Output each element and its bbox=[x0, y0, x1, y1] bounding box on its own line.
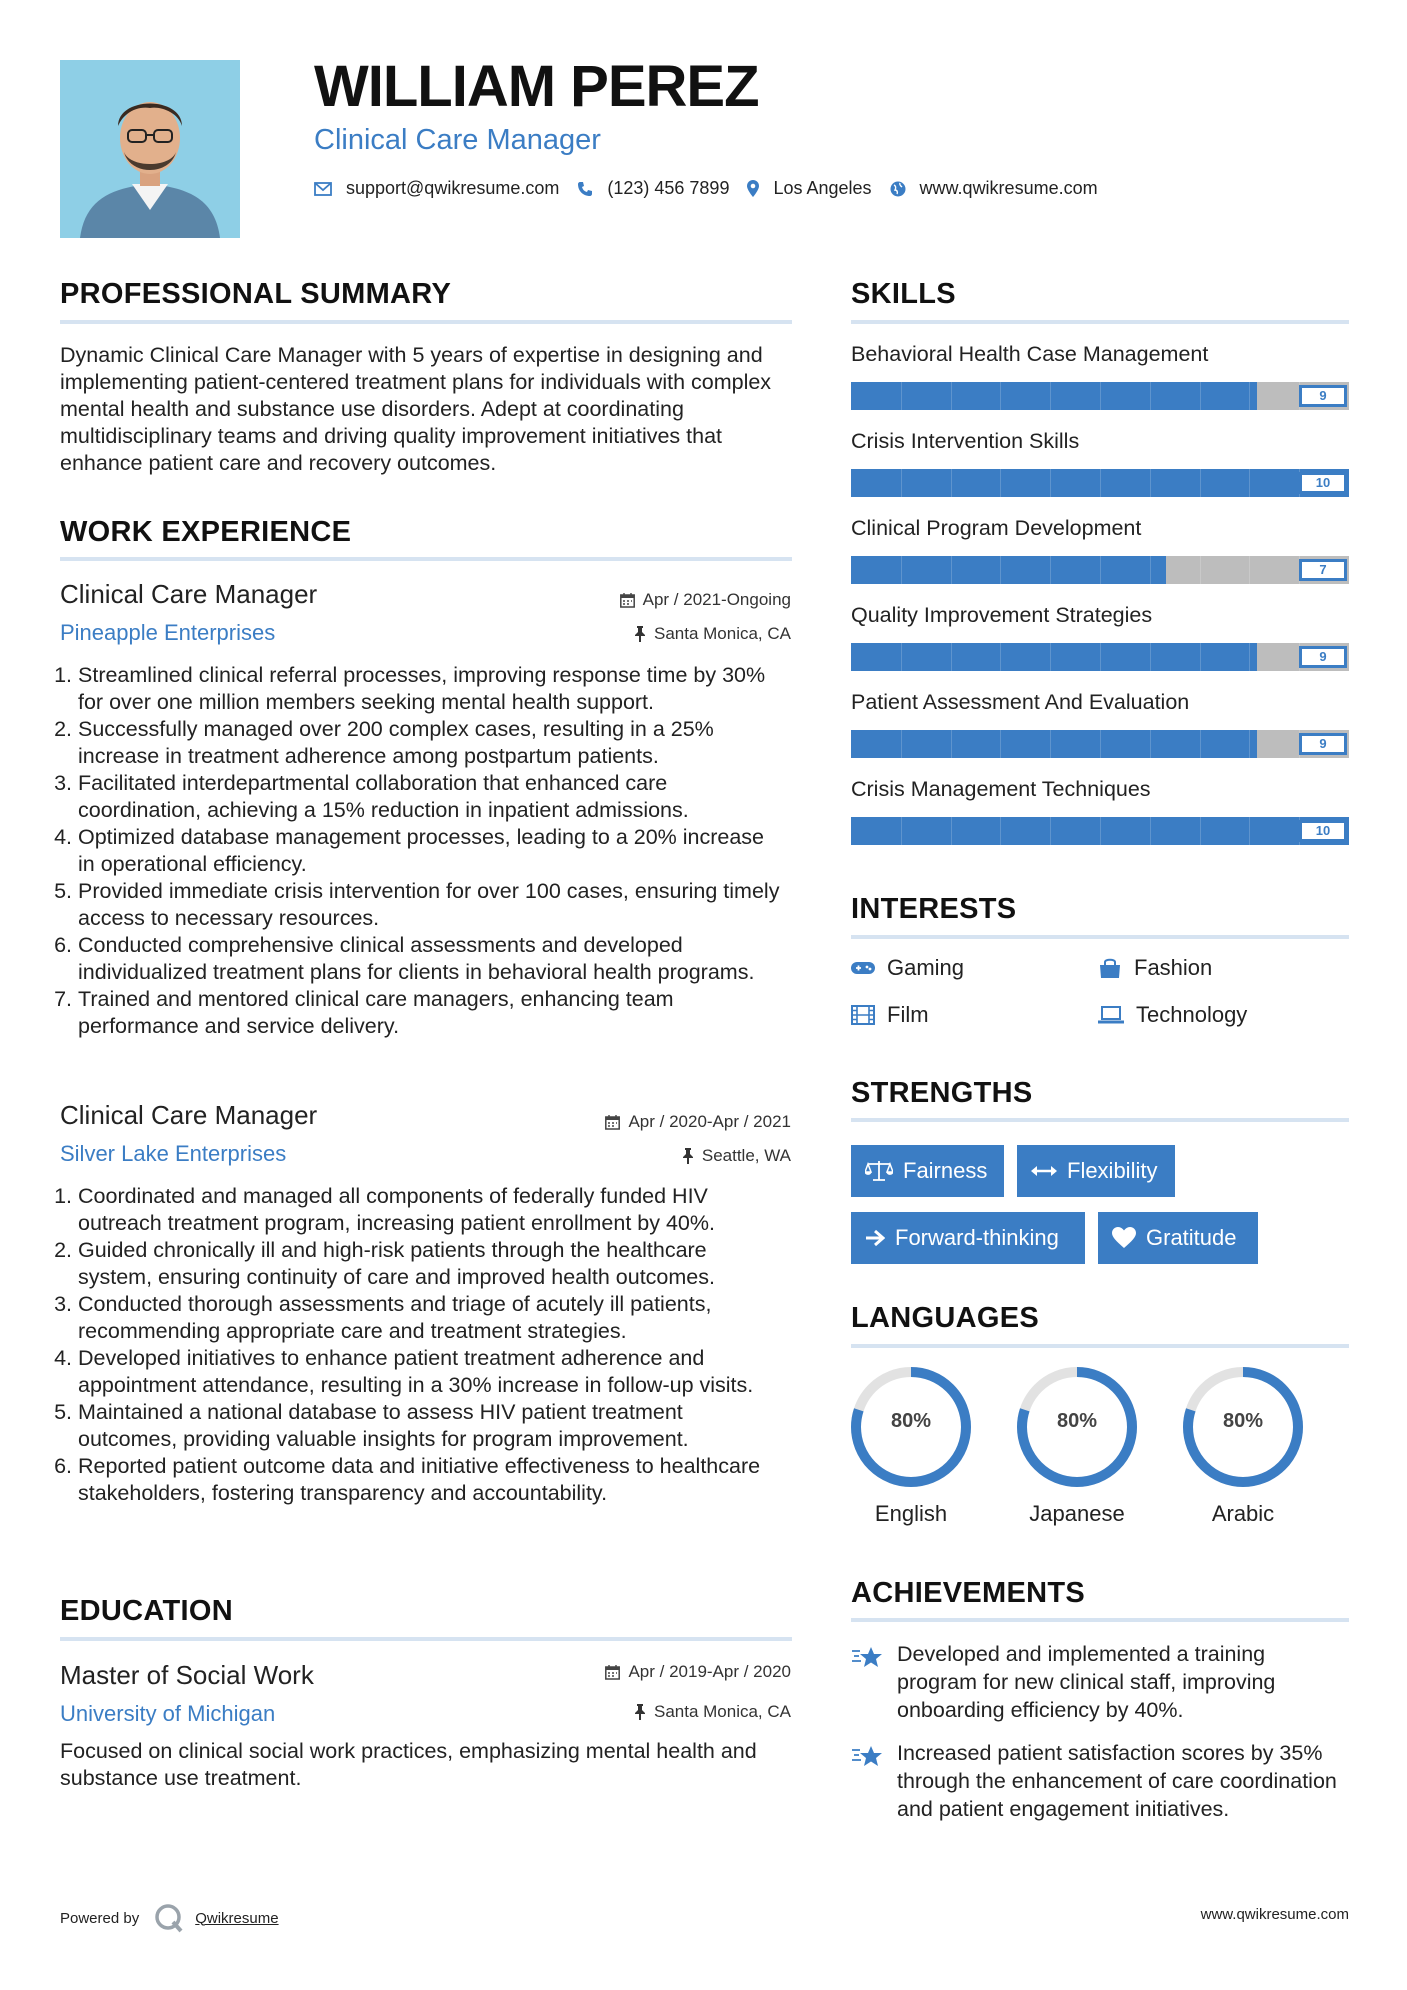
degree-title: Master of Social Work bbox=[60, 1660, 314, 1690]
skill-bar-fill bbox=[851, 643, 1257, 671]
summary-divider bbox=[60, 320, 792, 324]
skill-bar-fill bbox=[851, 730, 1257, 758]
phone-icon bbox=[577, 181, 593, 197]
skill-score: 10 bbox=[1299, 820, 1347, 842]
interests-divider bbox=[851, 935, 1349, 939]
job-dates: Apr / 2021-Ongoing bbox=[620, 590, 791, 610]
skill-bar-fill bbox=[851, 382, 1257, 410]
skill-bar bbox=[851, 382, 1349, 410]
skill-bar-segment bbox=[951, 382, 952, 410]
experience-divider bbox=[60, 557, 792, 561]
skill-label: Patient Assessment And Evaluation bbox=[851, 690, 1190, 714]
skill-bar-segment bbox=[1100, 730, 1101, 758]
school-name: University of Michigan bbox=[60, 1701, 276, 1726]
education-location: Santa Monica, CA bbox=[634, 1702, 791, 1722]
summary-text: Dynamic Clinical Care Manager with 5 years of expertise in designing and implementing patient-centered treatment plans for individuals with complex mental health and substance use disorders. Adept at coordinating multidisciplinary teams and driving quality improvement initiatives that enhance patient care and recovery outcomes. bbox=[60, 343, 772, 475]
skill-bar-segment bbox=[1249, 643, 1250, 671]
education-heading: EDUCATION bbox=[60, 1595, 233, 1627]
list-item: 6. Conducted comprehensive clinical assessments and developed individualized treatment plans for clients in behavioral health programs. bbox=[78, 932, 783, 986]
heart-icon bbox=[1112, 1227, 1136, 1249]
skill-bar-segment bbox=[901, 730, 902, 758]
skill-bar-segment bbox=[1100, 556, 1101, 584]
double-arrow-icon bbox=[1031, 1164, 1057, 1178]
interests-heading: INTERESTS bbox=[851, 893, 1017, 925]
balance-scale-icon bbox=[865, 1160, 893, 1182]
skill-bar-segment bbox=[1249, 817, 1250, 845]
list-item: 3. Conducted thorough assessments and triage of acutely ill patients, recommending appropriate care and treatment strategies. bbox=[78, 1291, 783, 1345]
job-bullets bbox=[58, 1183, 783, 1507]
list-item: 1. Streamlined clinical referral processes, improving response time by 30% for over one million members seeking mental health support. bbox=[78, 662, 783, 716]
strengths-divider bbox=[851, 1118, 1349, 1122]
skill-bar-segment bbox=[951, 556, 952, 584]
pushpin-icon bbox=[634, 1704, 646, 1720]
strengths-heading: STRENGTHS bbox=[851, 1077, 1033, 1109]
skill-bar-segment bbox=[901, 643, 902, 671]
achievement-item: Developed and implemented a training program for new clinical staff, improving onboarding efficiency by 40%. bbox=[851, 1640, 1349, 1724]
footer-powered-by: Powered by Qwikresume bbox=[60, 1902, 279, 1934]
skill-bar-segment bbox=[1050, 469, 1051, 497]
languages-heading: LANGUAGES bbox=[851, 1302, 1039, 1334]
skill-bar-segment bbox=[901, 382, 902, 410]
skill-bar-segment bbox=[1200, 643, 1201, 671]
skill-bar-segment bbox=[1150, 643, 1151, 671]
film-icon bbox=[851, 1005, 875, 1025]
list-item: 4. Optimized database management processes, leading to a 20% increase in operational efficiency. bbox=[78, 824, 783, 878]
experience-heading: WORK EXPERIENCE bbox=[60, 516, 352, 548]
calendar-icon bbox=[605, 1115, 620, 1130]
list-item: 3. Facilitated interdepartmental collaboration that enhanced care coordination, achieving a 15% reduction in inpatient admissions. bbox=[78, 770, 783, 824]
skill-bar-segment bbox=[1050, 817, 1051, 845]
location-text: Los Angeles bbox=[773, 178, 872, 198]
skill-bar-segment bbox=[951, 817, 952, 845]
list-item: 6. Reported patient outcome data and initiative effectiveness to healthcare stakeholders, fostering transparency and accountability. bbox=[78, 1453, 783, 1507]
skill-bar-segment bbox=[951, 469, 952, 497]
candidate-title: Clinical Care Manager bbox=[314, 124, 601, 156]
skill-bar-segment bbox=[1200, 556, 1201, 584]
shooting-star-icon bbox=[851, 1742, 885, 1770]
language-name: Japanese bbox=[1029, 1501, 1125, 1526]
job-location: Santa Monica, CA bbox=[634, 624, 791, 644]
language-percent: 80% bbox=[1056, 1410, 1098, 1432]
skill-score: 10 bbox=[1299, 472, 1347, 494]
candidate-name: WILLIAM PEREZ bbox=[314, 54, 759, 119]
job-location: Seattle, WA bbox=[682, 1146, 791, 1166]
pushpin-icon bbox=[682, 1148, 694, 1164]
skill-bar-segment bbox=[1000, 817, 1001, 845]
language-item bbox=[849, 1365, 973, 1526]
skill-bar-segment bbox=[1100, 817, 1101, 845]
job-title: Clinical Care Manager bbox=[60, 1100, 318, 1130]
contact-email[interactable] bbox=[314, 178, 559, 199]
interest-item: Fashion bbox=[1098, 955, 1212, 981]
list-item: 4. Developed initiatives to enhance patient treatment adherence and appointment attendance, resulting in a 30% increase in follow-up visits. bbox=[78, 1345, 783, 1399]
phone-text: (123) 456 7899 bbox=[607, 178, 730, 198]
skill-bar-segment bbox=[1000, 730, 1001, 758]
pushpin-icon bbox=[634, 626, 646, 642]
skill-bar-segment bbox=[1150, 382, 1151, 410]
job-company: Pineapple Enterprises bbox=[60, 620, 276, 645]
education-divider bbox=[60, 1637, 792, 1641]
shooting-star-icon bbox=[851, 1643, 885, 1671]
skill-bar-segment bbox=[1150, 817, 1151, 845]
summary-heading: PROFESSIONAL SUMMARY bbox=[60, 278, 452, 310]
achievement-item: Increased patient satisfaction scores by 35% through the enhancement of care coordination and patient engagement initiatives. bbox=[851, 1739, 1349, 1823]
skill-bar-segment bbox=[1150, 730, 1151, 758]
education-dates: Apr / 2019-Apr / 2020 bbox=[605, 1662, 791, 1682]
language-item bbox=[1181, 1365, 1305, 1526]
laptop-icon bbox=[1098, 1006, 1124, 1024]
achievements-divider bbox=[851, 1618, 1349, 1622]
achievements-heading: ACHIEVEMENTS bbox=[851, 1577, 1086, 1609]
skill-bar-segment bbox=[1050, 382, 1051, 410]
skill-bar-segment bbox=[1249, 730, 1250, 758]
list-item: 2. Guided chronically ill and high-risk patients through the healthcare system, ensuring continuity of care and improved health outcomes. bbox=[78, 1237, 783, 1291]
skill-score: 9 bbox=[1299, 385, 1347, 407]
arrow-right-icon bbox=[865, 1229, 885, 1247]
skill-bar-segment bbox=[1249, 556, 1250, 584]
skill-bar-segment bbox=[1249, 382, 1250, 410]
map-pin-icon bbox=[747, 180, 759, 197]
skills-heading: SKILLS bbox=[851, 278, 956, 310]
strength-badge: Flexibility bbox=[1017, 1145, 1175, 1197]
skill-label: Quality Improvement Strategies bbox=[851, 603, 1153, 627]
job-dates: Apr / 2020-Apr / 2021 bbox=[605, 1112, 791, 1132]
gamepad-icon bbox=[851, 961, 875, 975]
skill-bar-segment bbox=[951, 643, 952, 671]
calendar-icon bbox=[605, 1665, 620, 1680]
skill-score: 9 bbox=[1299, 646, 1347, 668]
skill-bar-segment bbox=[1100, 643, 1101, 671]
interest-item: Film bbox=[851, 1002, 929, 1028]
skill-score: 7 bbox=[1299, 559, 1347, 581]
skill-bar-segment bbox=[1200, 817, 1201, 845]
envelope-icon bbox=[314, 182, 332, 196]
list-item: 7. Trained and mentored clinical care managers, enhancing team performance and service delivery. bbox=[78, 986, 783, 1040]
skill-bar-segment bbox=[951, 730, 952, 758]
list-item: 2. Successfully managed over 200 complex cases, resulting in a 25% increase in treatment adherence among postpartum patients. bbox=[78, 716, 783, 770]
skill-bar-segment bbox=[1100, 382, 1101, 410]
skill-bar bbox=[851, 469, 1349, 497]
skill-label: Crisis Intervention Skills bbox=[851, 429, 1080, 453]
email-text: support@qwikresume.com bbox=[346, 178, 560, 198]
skill-bar-segment bbox=[1050, 730, 1051, 758]
skill-bar-segment bbox=[901, 817, 902, 845]
skill-bar-segment bbox=[1000, 382, 1001, 410]
language-percent: 80% bbox=[1222, 1410, 1264, 1432]
skill-bar-segment bbox=[1000, 556, 1001, 584]
language-percent: 80% bbox=[890, 1410, 932, 1432]
contact-website[interactable] bbox=[890, 178, 1098, 199]
skill-bar-segment bbox=[1249, 469, 1250, 497]
skill-bar-segment bbox=[1100, 469, 1101, 497]
skill-bar-segment bbox=[1200, 469, 1201, 497]
skill-bar bbox=[851, 817, 1349, 845]
list-item: 5. Provided immediate crisis intervention for over 100 cases, ensuring timely access to necessary resources. bbox=[78, 878, 783, 932]
qwikresume-link[interactable]: Qwikresume bbox=[195, 1909, 279, 1927]
skill-bar-segment bbox=[1200, 382, 1201, 410]
skill-bar-segment bbox=[901, 469, 902, 497]
qwikresume-logo-icon bbox=[153, 1902, 185, 1934]
list-item: 5. Maintained a national database to assess HIV patient treatment outcomes, providing valuable insights for program improvement. bbox=[78, 1399, 783, 1453]
language-name: Arabic bbox=[1211, 1501, 1275, 1526]
contact-location bbox=[747, 178, 871, 199]
skill-label: Crisis Management Techniques bbox=[851, 777, 1151, 801]
skill-bar-segment bbox=[1150, 556, 1151, 584]
skill-bar-segment bbox=[901, 556, 902, 584]
skill-bar-segment bbox=[1000, 469, 1001, 497]
skill-bar-segment bbox=[1150, 469, 1151, 497]
calendar-icon bbox=[620, 593, 635, 608]
skill-bar bbox=[851, 556, 1349, 584]
list-item: 1. Coordinated and managed all components of federally funded HIV outreach treatment program, increasing patient enrollment by 40%. bbox=[78, 1183, 783, 1237]
skill-bar bbox=[851, 643, 1349, 671]
shopping-bag-icon bbox=[1098, 957, 1122, 979]
language-item bbox=[1015, 1365, 1139, 1526]
interest-item: Gaming bbox=[851, 955, 964, 981]
skill-bar-segment bbox=[1050, 556, 1051, 584]
skill-label: Clinical Program Development bbox=[851, 516, 1142, 540]
job-bullets bbox=[58, 662, 783, 1040]
strength-badge: Forward-thinking bbox=[851, 1212, 1085, 1264]
skill-bar bbox=[851, 730, 1349, 758]
education-description: Focused on clinical social work practices, emphasizing mental health and substance use treatment. bbox=[60, 1739, 757, 1790]
skill-score: 9 bbox=[1299, 733, 1347, 755]
contact-phone[interactable] bbox=[577, 178, 729, 199]
skill-bar-segment bbox=[1050, 643, 1051, 671]
skill-bar-fill bbox=[851, 556, 1166, 584]
strength-badge: Fairness bbox=[851, 1145, 1004, 1197]
strength-badge: Gratitude bbox=[1098, 1212, 1258, 1264]
skill-label: Behavioral Health Case Management bbox=[851, 342, 1209, 366]
skill-bar-segment bbox=[1000, 643, 1001, 671]
job-title: Clinical Care Manager bbox=[60, 579, 318, 609]
language-name: English bbox=[874, 1501, 948, 1526]
contact-bar bbox=[314, 178, 1116, 199]
job-company: Silver Lake Enterprises bbox=[60, 1141, 287, 1166]
languages-divider bbox=[851, 1344, 1349, 1348]
website-text: www.qwikresume.com bbox=[919, 178, 1098, 198]
footer-website[interactable]: www.qwikresume.com bbox=[1200, 1906, 1349, 1923]
interest-item: Technology bbox=[1098, 1002, 1247, 1028]
profile-photo bbox=[60, 60, 240, 238]
skills-divider bbox=[851, 320, 1349, 324]
skill-bar-segment bbox=[1200, 730, 1201, 758]
globe-icon bbox=[890, 181, 906, 197]
